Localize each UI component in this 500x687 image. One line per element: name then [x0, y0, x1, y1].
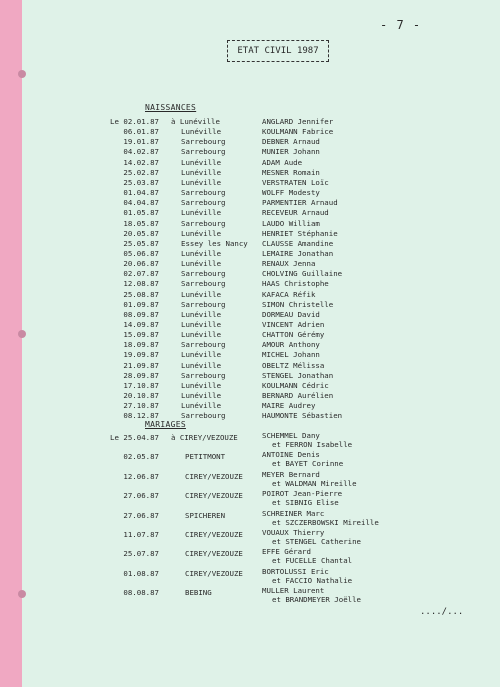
birth-name: VINCENT Adrien — [262, 320, 325, 329]
birth-place: Lunéville — [181, 157, 222, 167]
birth-place: Lunéville — [181, 248, 222, 258]
birth-place: Lunéville — [181, 350, 222, 360]
birth-place: Lunéville — [181, 259, 222, 269]
continued-mark: ..../... — [420, 607, 464, 617]
birth-place: Sarrebourg — [181, 188, 226, 198]
birth-name: CHATTON Gérémy — [262, 330, 325, 340]
birth-place: Lunéville — [181, 208, 222, 218]
birth-date: 08.09.87 — [123, 309, 159, 319]
marriage-spouse-2: et SZCZERBOWSKI Mireille — [272, 517, 379, 527]
marriage-spouse-2: et BRANDMEYER Joëlle — [272, 595, 361, 605]
birth-date: 15.09.87 — [123, 330, 159, 340]
birth-name: HENRIET Stéphanie — [262, 228, 338, 238]
marriage-place: CIREY/VEZOUZE — [185, 491, 243, 501]
birth-name: PARMENTIER Arnaud — [262, 198, 338, 208]
birth-name: CHOLVING Guillaine — [262, 269, 343, 279]
birth-name: SIMON Christelle — [262, 299, 334, 309]
birth-date: 01.09.87 — [123, 299, 159, 309]
birth-place: Sarrebourg — [181, 340, 226, 350]
marriage-place: CIREY/VEZOUZE — [185, 549, 243, 559]
marriage-spouse-2: et FUCELLE Chantal — [272, 556, 353, 566]
birth-date: 18.09.87 — [123, 340, 159, 350]
birth-name: KAFACA Réfik — [262, 289, 316, 299]
birth-date: 04.04.87 — [123, 198, 159, 208]
birth-name: STENGEL Jonathan — [262, 370, 334, 380]
birth-date: 01.04.87 — [123, 188, 159, 198]
birth-name: CLAUSSE Amandine — [262, 238, 334, 248]
birth-date: 06.01.87 — [123, 127, 159, 137]
birth-date: 01.05.87 — [123, 208, 159, 218]
birth-date: 25.08.87 — [123, 289, 159, 299]
birth-place: Lunéville — [181, 127, 222, 137]
birth-name: HAAS Christophe — [262, 279, 329, 289]
marriage-spouse-2: et FERRON Isabelle — [272, 440, 353, 449]
birth-date: 18.05.87 — [123, 218, 159, 228]
document-header — [227, 40, 329, 62]
birth-name: WOLFF Modesty — [262, 188, 320, 198]
birth-date: 27.10.87 — [123, 401, 159, 411]
birth-place: Lunéville — [181, 289, 222, 299]
birth-place: Lunéville — [181, 320, 222, 329]
birth-date: 04.02.87 — [123, 147, 159, 157]
birth-name: MAIRE Audrey — [262, 401, 316, 411]
birth-place: Sarrebourg — [181, 269, 226, 279]
birth-name: RECEVEUR Arnaud — [262, 208, 329, 218]
marriage-date: 27.06.87 — [123, 510, 159, 520]
birth-name: LEMAIRE Jonathan — [262, 248, 334, 258]
page-number: - 7 - — [380, 18, 422, 32]
birth-place: Sarrebourg — [181, 411, 226, 421]
birth-place: Lunéville — [181, 177, 222, 187]
birth-place: Lunéville — [181, 391, 222, 401]
marriage-date: Le 25.04.87 — [110, 433, 159, 442]
punch-hole — [18, 590, 26, 598]
marriage-spouse-2: et BAYET Corinne — [272, 459, 344, 469]
marriage-date: 01.08.87 — [123, 568, 159, 578]
marriage-spouse-1: EFFE Gérard — [262, 547, 311, 557]
birth-place: Sarrebourg — [181, 370, 226, 380]
birth-place: Essey les Nancy — [181, 238, 248, 248]
birth-date: 28.09.87 — [123, 370, 159, 380]
birth-date: 08.12.87 — [123, 411, 159, 421]
marriage-spouse-1: MULLER Laurent — [262, 586, 325, 596]
birth-name: BERNARD Aurélien — [262, 391, 334, 401]
marriage-date: 25.07.87 — [123, 549, 159, 559]
birth-name: LAUDO William — [262, 218, 320, 228]
marriage-place: BEBING — [185, 588, 212, 598]
birth-date: 05.06.87 — [123, 248, 159, 258]
birth-name: MICHEL Johann — [262, 350, 320, 360]
marriage-spouse-1: BORTOLUSSI Eric — [262, 566, 329, 576]
marriage-date: 27.06.87 — [123, 491, 159, 501]
birth-place: Lunéville — [181, 167, 222, 177]
birth-date: 21.09.87 — [123, 360, 159, 370]
birth-name: MESNER Romain — [262, 167, 320, 177]
birth-date: 14.02.87 — [123, 157, 159, 167]
birth-place: Sarrebourg — [181, 137, 226, 147]
birth-date: 14.09.87 — [123, 320, 159, 329]
document-page — [22, 0, 500, 687]
marriage-place: à CIREY/VEZOUZE — [171, 433, 238, 442]
marriage-place: CIREY/VEZOUZE — [185, 471, 243, 481]
birth-date: 02.07.87 — [123, 269, 159, 279]
birth-place: Sarrebourg — [181, 299, 226, 309]
birth-name: MUNIER Johann — [262, 147, 320, 157]
birth-name: HAUMONTE Sébastien — [262, 411, 343, 421]
birth-place: Sarrebourg — [181, 279, 226, 289]
binder-edge — [0, 0, 22, 687]
marriage-spouse-1: MEYER Bernard — [262, 469, 320, 479]
birth-place: Lunéville — [181, 360, 222, 370]
birth-name: OBELTZ Mélissa — [262, 360, 325, 370]
marriage-spouse-1: ANTOINE Denis — [262, 450, 320, 460]
marriage-spouse-1: POIROT Jean-Pierre — [262, 489, 343, 499]
birth-date: 19.01.87 — [123, 137, 159, 147]
marriage-spouse-2: et FACCIO Nathalie — [272, 575, 353, 585]
marriage-date: 12.06.87 — [123, 471, 159, 481]
birth-name: KOULMANN Fabrice — [262, 127, 334, 137]
birth-name: DEBNER Arnaud — [262, 137, 320, 147]
section-title-naissances: NAISSANCES — [145, 103, 197, 112]
birth-name: DORMEAU David — [262, 309, 320, 319]
punch-hole — [18, 330, 26, 338]
birth-place: Sarrebourg — [181, 218, 226, 228]
birth-name: KOULMANN Cédric — [262, 380, 329, 390]
marriage-place: CIREY/VEZOUZE — [185, 530, 243, 539]
marriage-spouse-2: et SIBNIG Elise — [272, 498, 339, 508]
birth-place: Lunéville — [181, 380, 222, 390]
birth-place: Sarrebourg — [181, 198, 226, 208]
marriage-place: CIREY/VEZOUZE — [185, 568, 243, 578]
birth-place: Lunéville — [181, 228, 222, 238]
birth-place: Sarrebourg — [181, 147, 226, 157]
marriage-date: 11.07.87 — [123, 530, 159, 539]
birth-name: ANGLARD Jennifer — [262, 117, 334, 126]
section-title-mariages: MARIAGES — [145, 420, 186, 429]
header-title: ETAT CIVIL 1987 — [237, 46, 319, 56]
marriage-spouse-1: SCHREINER Marc — [262, 508, 325, 518]
marriage-spouse-2: et WALDMAN Mireille — [272, 478, 357, 488]
birth-name: ADAM Aude — [262, 157, 303, 167]
birth-date: 12.08.87 — [123, 279, 159, 289]
marriage-date: 08.08.87 — [123, 588, 159, 598]
marriage-spouse-1: VOUAUX Thierry — [262, 528, 325, 537]
birth-place: Lunéville — [181, 330, 222, 340]
marriage-date: 02.05.87 — [123, 452, 159, 462]
marriage-place: PETITMONT — [185, 452, 226, 462]
birth-name: AMOUR Anthony — [262, 340, 320, 350]
birth-date: Le 02.01.87 — [110, 117, 159, 126]
birth-name: RENAUX Jenna — [262, 259, 316, 269]
marriage-spouse-2: et STENGEL Catherine — [272, 537, 361, 546]
birth-place: à Lunéville — [171, 117, 220, 126]
marriage-place: SPICHEREN — [185, 510, 226, 520]
birth-date: 19.09.87 — [123, 350, 159, 360]
birth-date: 20.05.87 — [123, 228, 159, 238]
birth-name: VERSTRATEN Loïc — [262, 177, 329, 187]
birth-place: Lunéville — [181, 309, 222, 319]
birth-place: Lunéville — [181, 401, 222, 411]
marriage-spouse-1: SCHEMMEL Dany — [262, 431, 320, 440]
birth-date: 20.10.87 — [123, 391, 159, 401]
punch-hole — [18, 70, 26, 78]
birth-date: 17.10.87 — [123, 380, 159, 390]
birth-date: 25.02.87 — [123, 167, 159, 177]
birth-date: 25.05.87 — [123, 238, 159, 248]
birth-date: 25.03.87 — [123, 177, 159, 187]
birth-date: 20.06.87 — [123, 259, 159, 269]
